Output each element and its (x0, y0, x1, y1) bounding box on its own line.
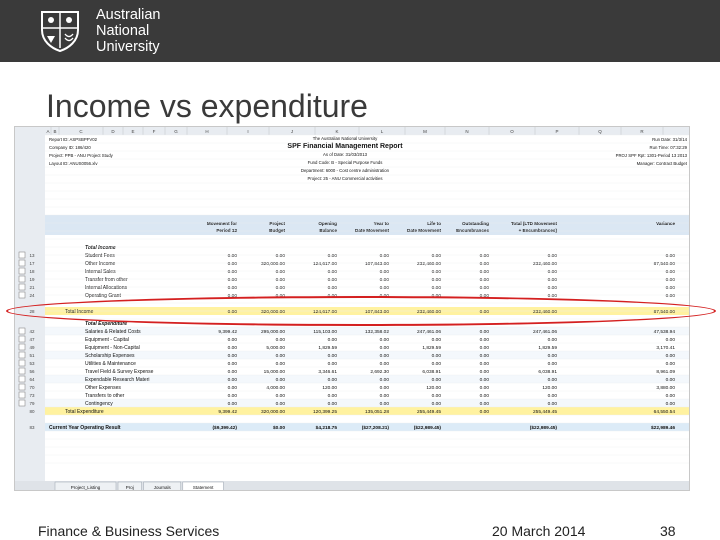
cell-value: 0.00 (431, 402, 441, 407)
cell-value: 0.00 (479, 378, 489, 383)
sheet-tab-label: Statement (192, 485, 214, 490)
expand-toggle-icon (19, 400, 25, 406)
cell-value: 0.00 (547, 402, 557, 407)
expand-toggle-icon (19, 384, 25, 390)
row-number: 19 (29, 277, 35, 282)
cell-value: 0.00 (327, 338, 337, 343)
cell-value: 0.00 (665, 294, 675, 299)
column-letter-I: I (247, 129, 249, 134)
cell-value: 64,550.54 (653, 410, 675, 415)
column-heading: Date Movement (407, 228, 441, 233)
row-number: 17 (29, 261, 35, 266)
cell-value: 0.00 (479, 286, 489, 291)
expenditure-section-heading: Total Expenditure (85, 321, 128, 327)
expand-toggle-icon (19, 368, 25, 374)
sheet-tab-label: Journals (153, 485, 171, 490)
row-label: Equipment - Capital (85, 337, 129, 343)
row-number: 80 (29, 409, 35, 414)
cell-value: 0.00 (479, 294, 489, 299)
cell-value: 0.00 (379, 294, 389, 299)
cell-value: $22,989.46 (650, 426, 675, 431)
cell-value: 0.00 (379, 354, 389, 359)
expand-toggle-icon (19, 292, 25, 298)
cell-value: 0.00 (431, 270, 441, 275)
footer-page-number: 38 (660, 523, 676, 539)
meta-left-line: Company ID: 186/420 (49, 145, 91, 150)
meta-center-line: Project: 25 - ANU Commercial activities (307, 176, 383, 181)
column-heading: Period 12 (216, 228, 237, 233)
cell-value: 0.00 (431, 254, 441, 259)
column-heading: Date Movement (355, 228, 389, 233)
column-heading: Opening (318, 221, 337, 226)
column-heading: Year to (373, 221, 389, 226)
university-logotype (96, 7, 160, 55)
column-letter-D: D (111, 129, 115, 134)
cell-value: 255,449.45 (532, 410, 557, 415)
cell-value: 232,460.00 (532, 310, 557, 315)
cell-value: 0.00 (275, 338, 285, 343)
cell-value: 0.00 (547, 270, 557, 275)
row-label: Total Income (65, 309, 94, 315)
cell-value: 0.00 (431, 394, 441, 399)
cell-value: 0.00 (547, 354, 557, 359)
cell-value: 0.00 (275, 402, 285, 407)
logo-line-1: Australian (96, 7, 161, 23)
meta-center-line: Fund Code: B - Special Purpose Funds (307, 160, 383, 165)
expand-toggle-icon (19, 260, 25, 266)
row-label: Transfer from other (85, 277, 128, 283)
cell-value: 0.00 (227, 262, 237, 267)
cell-value: ($27,208.21) (361, 426, 389, 431)
meta-center-line: As of Date: 31/03/2013 (323, 152, 367, 157)
column-letter-O: O (510, 129, 514, 134)
row-number: 49 (29, 345, 35, 350)
cell-value: 4,000.00 (266, 386, 285, 391)
cell-value: 0.00 (327, 286, 337, 291)
row-number: 18 (29, 269, 35, 274)
income-section-heading: Total Income (85, 245, 116, 251)
cell-value: 0.00 (327, 394, 337, 399)
cell-value: 0.00 (665, 394, 675, 399)
column-heading: Budget (269, 228, 285, 233)
column-letter-Q: Q (598, 129, 602, 134)
cell-value: 0.00 (227, 394, 237, 399)
cell-value: 0.00 (547, 294, 557, 299)
cell-value: ($9,399.42) (212, 426, 237, 431)
cell-value: 0.00 (479, 402, 489, 407)
column-letter-R: R (640, 129, 644, 134)
column-heading: Project (269, 221, 285, 226)
cell-value: 0.00 (547, 362, 557, 367)
row-number: 51 (29, 353, 35, 358)
meta-right-line: Run Date: 31/3/14 (652, 137, 687, 142)
column-heading: Encumbrances (456, 228, 489, 233)
cell-value: 0.00 (431, 362, 441, 367)
expand-toggle-icon (19, 284, 25, 290)
expand-toggle-icon (19, 328, 25, 334)
cell-value: 0.00 (379, 338, 389, 343)
cell-value: 0.00 (379, 254, 389, 259)
cell-value: 232,460.00 (416, 262, 441, 267)
cell-value: 0.00 (327, 278, 337, 283)
sheet-tab-label: Project_Listing (70, 485, 101, 490)
meta-left-line: Layout ID: ANUS0056.xlv (49, 161, 98, 166)
cell-value: 320,000.00 (260, 262, 285, 267)
cell-value: 0.00 (227, 354, 237, 359)
cell-value: 0.00 (431, 286, 441, 291)
row-label: Travel Field & Survey Expense (85, 369, 154, 375)
logo-line-3: University (96, 39, 160, 55)
cell-value: 0.00 (547, 278, 557, 283)
cell-value: 1,829.59 (422, 346, 441, 351)
cell-value: 0.00 (275, 362, 285, 367)
cell-value: 0.00 (227, 270, 237, 275)
cell-value: 0.00 (227, 338, 237, 343)
cell-value: 0.00 (479, 278, 489, 283)
meta-right-line: Run Time: 07:32:29 (649, 145, 687, 150)
cell-value: 0.00 (327, 354, 337, 359)
cell-value: 0.00 (379, 378, 389, 383)
cell-value: 107,843.00 (364, 262, 389, 267)
cell-value: 0.00 (547, 378, 557, 383)
cell-value: 3,170.41 (656, 346, 675, 351)
cell-value: 247,461.06 (532, 330, 557, 335)
cell-value: 107,843.00 (364, 310, 389, 315)
column-letter-J: J (290, 129, 294, 134)
cell-value: ($22,989.45) (529, 426, 557, 431)
cell-value: 124,617.00 (312, 310, 337, 315)
column-heading: Total (LTD Movement (510, 221, 557, 226)
meta-center-line: Department: 6000 - Cost centre administration (300, 168, 390, 173)
cell-value: 0.00 (547, 254, 557, 259)
cell-value: 0.00 (275, 254, 285, 259)
cell-value: 0.00 (379, 346, 389, 351)
cell-value: 0.00 (227, 386, 237, 391)
row-number: 73 (29, 393, 35, 398)
cell-value: 0.00 (479, 254, 489, 259)
cell-value: 0.00 (547, 338, 557, 343)
cell-value: 87,540.00 (653, 262, 675, 267)
column-letter-P: P (555, 129, 559, 134)
meta-left-line: Report ID: ASPSBPFV02 (49, 137, 98, 142)
cell-value: 6,038.91 (538, 370, 557, 375)
cell-value: 0.00 (379, 286, 389, 291)
row-number: 24 (29, 293, 35, 298)
expand-toggle-icon (19, 276, 25, 282)
column-letter-C: C (79, 129, 83, 134)
row-number: 42 (29, 329, 35, 334)
row-bg (45, 351, 690, 359)
row-label: Scholarship Expenses (85, 353, 135, 359)
cell-value: 0.00 (275, 378, 285, 383)
expand-toggle-icon (19, 344, 25, 350)
cell-value: 132,358.02 (364, 330, 389, 335)
footer-date: 20 March 2014 (492, 523, 586, 539)
column-letter-M: M (423, 129, 427, 134)
expand-toggle-icon (19, 252, 25, 258)
column-heading: Movement for (206, 221, 237, 226)
cell-value: 120.00 (542, 386, 557, 391)
column-letter-G: G (174, 129, 178, 134)
cell-value: 0.00 (665, 270, 675, 275)
cell-value: 0.00 (479, 346, 489, 351)
expand-toggle-icon (19, 352, 25, 358)
cell-value: 232,460.00 (532, 262, 557, 267)
cell-value: 0.00 (379, 402, 389, 407)
cell-value: 0.00 (665, 338, 675, 343)
row-label: Transfers to other (85, 393, 125, 399)
row-label: Current Year Operating Result (49, 425, 121, 431)
row-label: Internal Allocations (85, 285, 127, 291)
cell-value: 0.00 (227, 310, 237, 315)
cell-value: 0.00 (479, 362, 489, 367)
cell-value: 47,538.94 (653, 330, 675, 335)
cell-value: 87,540.00 (653, 310, 675, 315)
meta-right-line: Manager: Contract Budget (636, 161, 687, 166)
cell-value: 0.00 (327, 402, 337, 407)
cell-value: 0.00 (547, 286, 557, 291)
row-number: 21 (29, 285, 35, 290)
cell-value: 0.00 (327, 378, 337, 383)
cell-value: 0.00 (275, 394, 285, 399)
cell-value: 0.00 (665, 286, 675, 291)
cell-value: 0.00 (431, 294, 441, 299)
row-label: Student Fees (85, 253, 115, 259)
cell-value: 0.00 (665, 254, 675, 259)
expand-toggle-icon (19, 392, 25, 398)
column-heading: Balance (319, 228, 337, 233)
cell-value: 0.00 (227, 278, 237, 283)
row-bg (45, 399, 690, 407)
cell-value: 0.00 (431, 338, 441, 343)
cell-value: 320,000.00 (260, 410, 285, 415)
meta-right-line: PROJ SPF Rpt: 1301-Period 13 2013 (615, 153, 687, 158)
column-heading: Variance (656, 221, 675, 226)
cell-value: 320,000.00 (260, 310, 285, 315)
cell-value: 232,460.00 (416, 310, 441, 315)
cell-value: 0.00 (479, 262, 489, 267)
cell-value: $0.00 (272, 426, 285, 431)
spreadsheet-screenshot (14, 126, 690, 491)
cell-value: 0.00 (431, 278, 441, 283)
cell-value: 0.00 (479, 394, 489, 399)
row-label: Contingency (85, 401, 113, 407)
sheet-tab-label: Proj (125, 485, 134, 490)
row-label: Expendable Research Materi (85, 377, 150, 383)
cell-value: 0.00 (379, 394, 389, 399)
cell-value: 120,399.25 (312, 410, 337, 415)
cell-value: 0.00 (227, 254, 237, 259)
row-number: 56 (29, 369, 35, 374)
expand-toggle-icon (19, 268, 25, 274)
cell-value: 124,617.00 (312, 262, 337, 267)
cell-value: 0.00 (479, 270, 489, 275)
row-number: 53 (29, 361, 35, 366)
cell-value: 0.00 (275, 294, 285, 299)
cell-value: 2,692.30 (370, 370, 389, 375)
cell-value: 0.00 (479, 410, 489, 415)
cell-value: 0.00 (479, 310, 489, 315)
cell-value: 0.00 (665, 362, 675, 367)
row-label: Total Expenditure (65, 409, 104, 415)
cell-value: 0.00 (665, 278, 675, 283)
column-letter-A: A (46, 129, 50, 134)
cell-value: 0.00 (227, 346, 237, 351)
spreadsheet-canvas (15, 127, 690, 491)
cell-value: 0.00 (327, 270, 337, 275)
cell-value: 0.00 (227, 294, 237, 299)
cell-value: 5,000.00 (266, 346, 285, 351)
expand-toggle-icon (19, 360, 25, 366)
cell-value: 115,103.00 (313, 330, 337, 335)
slide-title: Income vs expenditure (46, 88, 368, 124)
cell-value: 0.00 (227, 362, 237, 367)
cell-value: 0.00 (379, 270, 389, 275)
anu-crest-icon (38, 8, 82, 52)
column-letter-E: E (131, 129, 135, 134)
row-number: 79 (29, 401, 35, 406)
cell-value: 120.00 (426, 386, 441, 391)
row-label: Utilities & Maintenance (85, 361, 136, 367)
column-heading: Life to (427, 221, 441, 226)
row-number: 70 (29, 385, 35, 390)
expand-toggle-icon (19, 336, 25, 342)
column-letter-F: F (152, 129, 156, 134)
cell-value: 9,399.42 (218, 330, 237, 335)
cell-value: 1,829.59 (538, 346, 557, 351)
cell-value: $4,218.75 (315, 426, 337, 431)
row-label: Operating Grant (85, 293, 121, 299)
footer-department: Finance & Business Services (38, 523, 220, 539)
meta-left-line: Project: PPB - ANU Project Study (49, 153, 113, 158)
cell-value: 0.00 (479, 354, 489, 359)
row-label: Equipment - Non-Capital (85, 345, 140, 351)
cell-value: 1,829.59 (318, 346, 337, 351)
cell-value: 15,000.00 (263, 370, 285, 375)
cell-value: 0.00 (227, 286, 237, 291)
row-number: 64 (29, 377, 35, 382)
cell-value: 0.00 (479, 338, 489, 343)
cell-value: 295,000.00 (260, 330, 285, 335)
cell-value: 0.00 (665, 378, 675, 383)
column-letter-H: H (205, 129, 209, 134)
cell-value: ($22,989.45) (413, 426, 441, 431)
cell-value: 0.00 (275, 270, 285, 275)
column-header-bar (15, 127, 690, 135)
cell-value: 0.00 (665, 354, 675, 359)
cell-value: 135,051.28 (364, 410, 389, 415)
row-number: 28 (29, 309, 35, 314)
cell-value: 0.00 (431, 378, 441, 383)
cell-value: 0.00 (275, 278, 285, 283)
cell-value: 247,461.06 (416, 330, 441, 335)
cell-value: 3,346.61 (318, 370, 337, 375)
meta-center-line: SPF Financial Management Report (287, 143, 403, 150)
cell-value: 0.00 (327, 294, 337, 299)
row-number: 47 (29, 337, 35, 342)
row-label: Internal Sales (85, 269, 116, 275)
cell-value: 0.00 (227, 370, 237, 375)
row-label: Salaries & Related Costs (85, 329, 141, 335)
row-number: 13 (29, 253, 35, 258)
cell-value: 0.00 (275, 286, 285, 291)
column-heading: Outstanding (461, 221, 489, 226)
cell-value: 0.00 (227, 402, 237, 407)
row-number: 83 (29, 425, 35, 430)
cell-value: 0.00 (479, 330, 489, 335)
column-letter-N: N (465, 129, 469, 134)
cell-value: 9,399.42 (218, 410, 237, 415)
cell-value: 0.00 (547, 394, 557, 399)
column-heading: + Encumbrances) (518, 228, 557, 233)
cell-value: 0.00 (431, 354, 441, 359)
column-letter-L: L (380, 129, 384, 134)
cell-value: 0.00 (379, 278, 389, 283)
cell-value: 255,449.45 (416, 410, 441, 415)
cell-value: 0.00 (227, 378, 237, 383)
cell-value: 0.00 (479, 370, 489, 375)
row-label: Other Expenses (85, 385, 121, 391)
column-letter-K: K (335, 129, 339, 134)
logo-line-2: National (96, 23, 150, 39)
cell-value: 120.00 (322, 386, 337, 391)
cell-value: 3,880.00 (656, 386, 675, 391)
expand-toggle-icon (19, 376, 25, 382)
cell-value: 0.00 (379, 362, 389, 367)
meta-center-line: The Australian National University (312, 136, 378, 141)
cell-value: 0.00 (379, 386, 389, 391)
cell-value: 8,961.09 (656, 370, 675, 375)
cell-value: 6,038.91 (422, 370, 441, 375)
header-band (0, 0, 720, 62)
cell-value: 0.00 (327, 254, 337, 259)
column-letter-B: B (53, 129, 57, 134)
cell-value: 0.00 (327, 362, 337, 367)
cell-value: 0.00 (275, 354, 285, 359)
cell-value: 0.00 (479, 386, 489, 391)
cell-value: 0.00 (665, 402, 675, 407)
row-label: Other Income (85, 261, 116, 267)
